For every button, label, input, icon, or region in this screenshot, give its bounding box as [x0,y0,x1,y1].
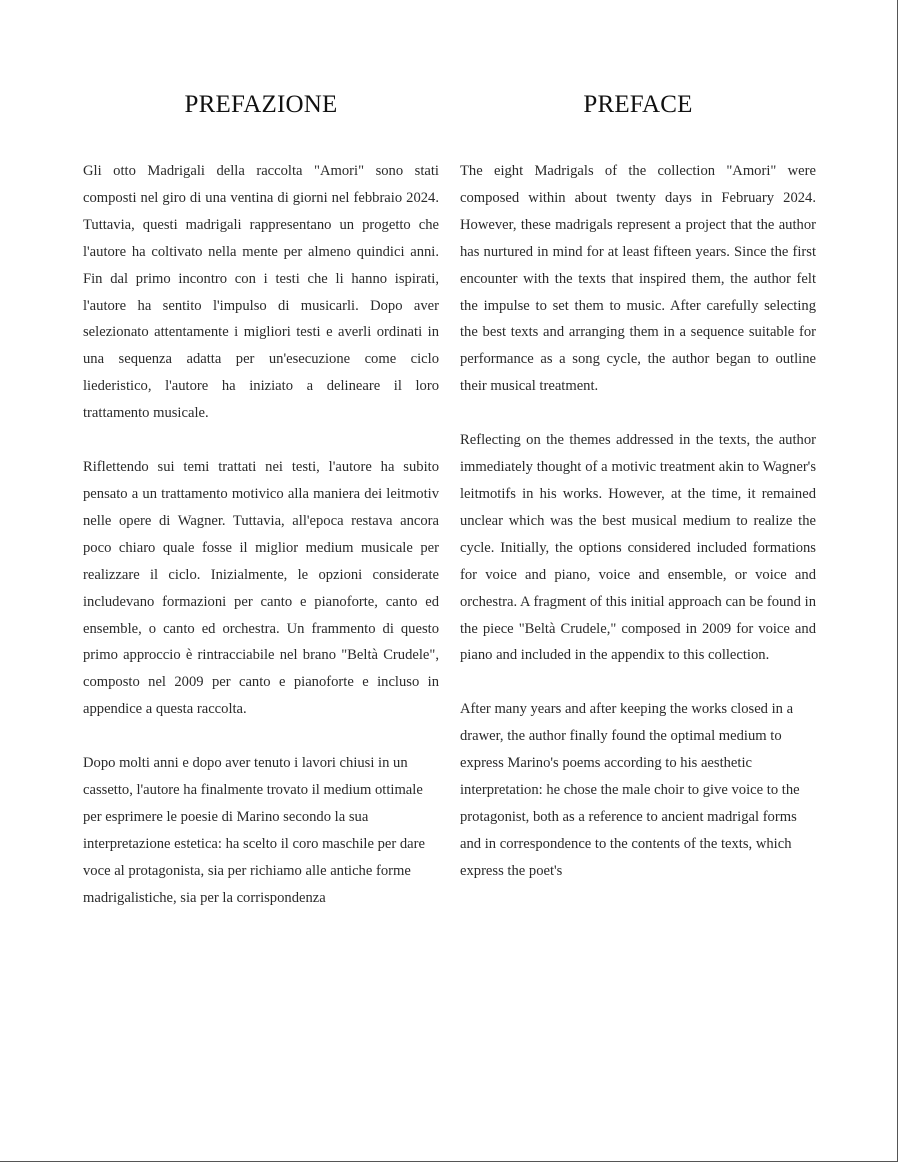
italian-column [83,84,439,912]
english-paragraph-2: Reflecting on the themes addressed in the texts, the author immediately thought of a motivic treatment akin to Wagner's leitmotifs in his works. However, at the time, it remained unclear which was the best musical medium to realize the cycle. Initially, the options considered included formations for voice and piano, voice and ensemble, or voice and orchestra. A fragment of this initial approach can be found in the piece "Beltà Crudele," composed in 2009 for voice and piano and included in the appendix to this collection. [460,432,816,664]
english-column [460,84,816,885]
english-body [460,158,816,885]
italian-paragraph-2: Riflettendo sui temi trattati nei testi, l'autore ha subito pensato a un trattamento motivico alla maniera dei leitmotiv nelle opere di Wagner. Tuttavia, all'epoca restava ancora poco chiaro quale fosse il miglior medium musicale per realizzare il ciclo. Inizialmente, le opzioni considerate includevano formazioni per canto e pianoforte, canto ed ensemble, o canto ed orchestra. Un frammento di questo primo approccio è rintracciabile nel brano "Beltà Crudele", composto nel 2009 per canto e pianoforte e incluso in appendice a questa raccolta. [83,459,439,718]
english-paragraph-3: After many years and after keeping the works closed in a drawer, the author finally found the optimal medium to express Marino's poems according to his aesthetic interpretation: he chose the male choir to give voice to the protagonist, both as a reference to ancient madrigal forms and in correspondence to the contents of the texts, which express the poet's [460,701,800,879]
italian-paragraph-3: Dopo molti anni e dopo aver tenuto i lavori chiusi in un cassetto, l'autore ha finalmente trovato il medium ottimale per esprimere le poesie di Marino secondo la sua interpretazione estetica: ha scelto il coro maschile per dare voce al protagonista, sia per richiamo alle antiche forme madrigalistiche, sia per la corrispondenza [83,755,425,906]
italian-paragraph-1: Gli otto Madrigali della raccolta "Amori" sono stati composti nel giro di una ventina di giorni nel febbraio 2024. Tuttavia, questi madrigali rappresentano un progetto che l'autore ha coltivato nella mente per almeno quindici anni. Fin dal primo incontro con i testi che li hanno ispirati, l'autore ha sentito l'impulso di musicarli. Dopo aver selezionato attentamente i migliori testi e averli ordinati in una sequenza adatta per un'esecuzione come ciclo liederistico, l'autore ha iniziato a delineare il loro trattamento musicale. [83,163,439,422]
italian-body [83,158,439,912]
english-paragraph-1: The eight Madrigals of the collection "Amori" were composed within about twenty days in February 2024. However, these madrigals represent a project that the author has nurtured in mind for at least fifteen years. Since the first encounter with the texts that inspired them, the author felt the impulse to set them to music. After carefully selecting the best texts and arranging them in a sequence suitable for performance as a song cycle, the author began to outline their musical treatment. [460,163,816,395]
italian-heading: PREFAZIONE [184,91,338,118]
english-heading: PREFACE [583,91,693,118]
